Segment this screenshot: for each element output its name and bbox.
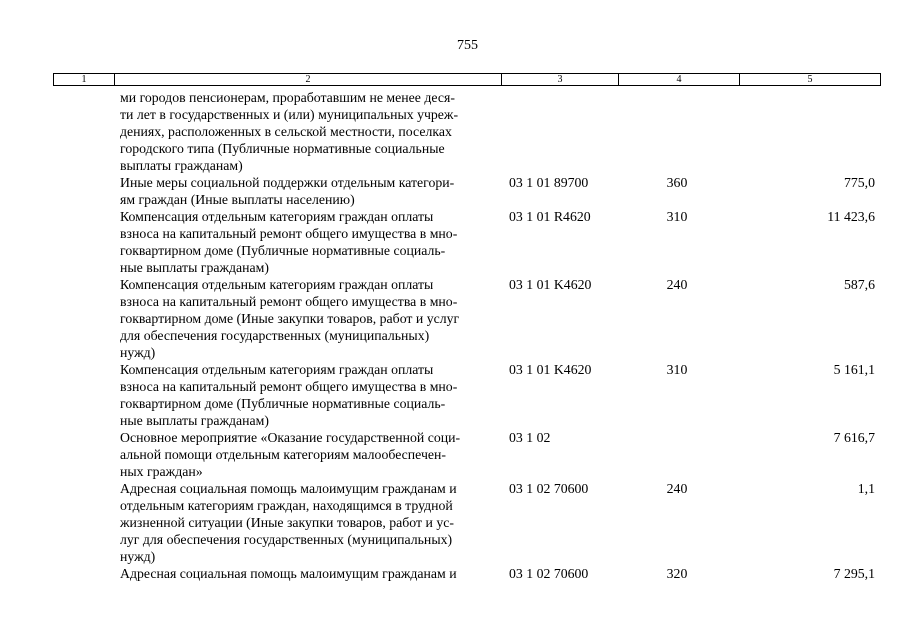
row-amount: 7 616,7: [833, 430, 875, 445]
table-row: [0, 276, 905, 361]
column-header-table: [53, 73, 881, 86]
row-target-code: 03 1 02 70600: [509, 481, 589, 496]
row-amount: 587,6: [843, 277, 875, 292]
row-description: Компенсация отдельным категориям граждан оплаты взноса на капитальный ремонт общего имущества в мно- гоквартирном доме (Публичные нормативные социаль- ные выплаты гражданам): [120, 209, 458, 275]
table-row: [0, 361, 905, 429]
row-amount: 11 423,6: [827, 209, 875, 224]
row-amount: 775,0: [843, 175, 875, 190]
row-description: ми городов пенсионерам, проработавшим не менее деся- ти лет в государственных и (или) муниципальных учреж- дениях, расположенных в сельской местности, поселках городского типа (Публичные нормативные социальные выплаты гражданам): [120, 90, 459, 173]
row-target-code: 03 1 02: [509, 430, 551, 445]
table-row: [0, 565, 905, 582]
row-expense-type: 310: [666, 362, 688, 377]
row-description: Компенсация отдельным категориям граждан оплаты взноса на капитальный ремонт общего имущества в мно- гоквартирном доме (Публичные нормативные социаль- ные выплаты гражданам): [120, 362, 458, 428]
table-row: [0, 480, 905, 565]
row-target-code: 03 1 02 70600: [509, 566, 589, 581]
column-header-2: 2: [115, 74, 502, 86]
row-expense-type: 310: [666, 209, 688, 224]
row-amount: 1,1: [857, 481, 875, 496]
row-target-code: 03 1 01 R4620: [509, 209, 591, 224]
row-target-code: 03 1 01 K4620: [509, 277, 592, 292]
row-description: Адресная социальная помощь малоимущим гражданам и отдельным категориям граждан, находящимся в трудной жизненной ситуации (Иные закупки товаров, работ и ус- луг для обеспечения государственных (муниципальных) нужд): [120, 481, 457, 564]
column-header-4: 4: [619, 74, 740, 86]
row-expense-type: 320: [666, 566, 688, 581]
row-description: Основное мероприятие «Оказание государственной соци- альной помощи отдельным категориям малообеспечен- ных граждан»: [120, 430, 461, 479]
page-number: 755: [457, 38, 478, 53]
table-row: [0, 208, 905, 276]
budget-table-body: [0, 89, 905, 582]
column-header-row: [54, 74, 881, 86]
row-amount: 7 295,1: [833, 566, 875, 581]
row-amount: 5 161,1: [833, 362, 875, 377]
table-row: [0, 89, 905, 174]
row-target-code: 03 1 01 K4620: [509, 362, 592, 377]
column-header-3: 3: [502, 74, 619, 86]
column-header-1: 1: [54, 74, 115, 86]
row-expense-type: 240: [666, 277, 688, 292]
row-description: Иные меры социальной поддержки отдельным категори- ям граждан (Иные выплаты населению): [120, 175, 455, 207]
row-expense-type: 240: [666, 481, 688, 496]
table-row: [0, 174, 905, 208]
column-header-5: 5: [740, 74, 881, 86]
row-expense-type: 360: [666, 175, 688, 190]
row-target-code: 03 1 01 89700: [509, 175, 589, 190]
row-description: Адресная социальная помощь малоимущим гражданам и: [120, 566, 457, 581]
table-row: [0, 429, 905, 480]
row-description: Компенсация отдельным категориям граждан оплаты взноса на капитальный ремонт общего имущества в мно- гоквартирном доме (Иные закупки товаров, работ и услуг для обеспечения государственных (муниципальных) нужд): [120, 277, 460, 360]
